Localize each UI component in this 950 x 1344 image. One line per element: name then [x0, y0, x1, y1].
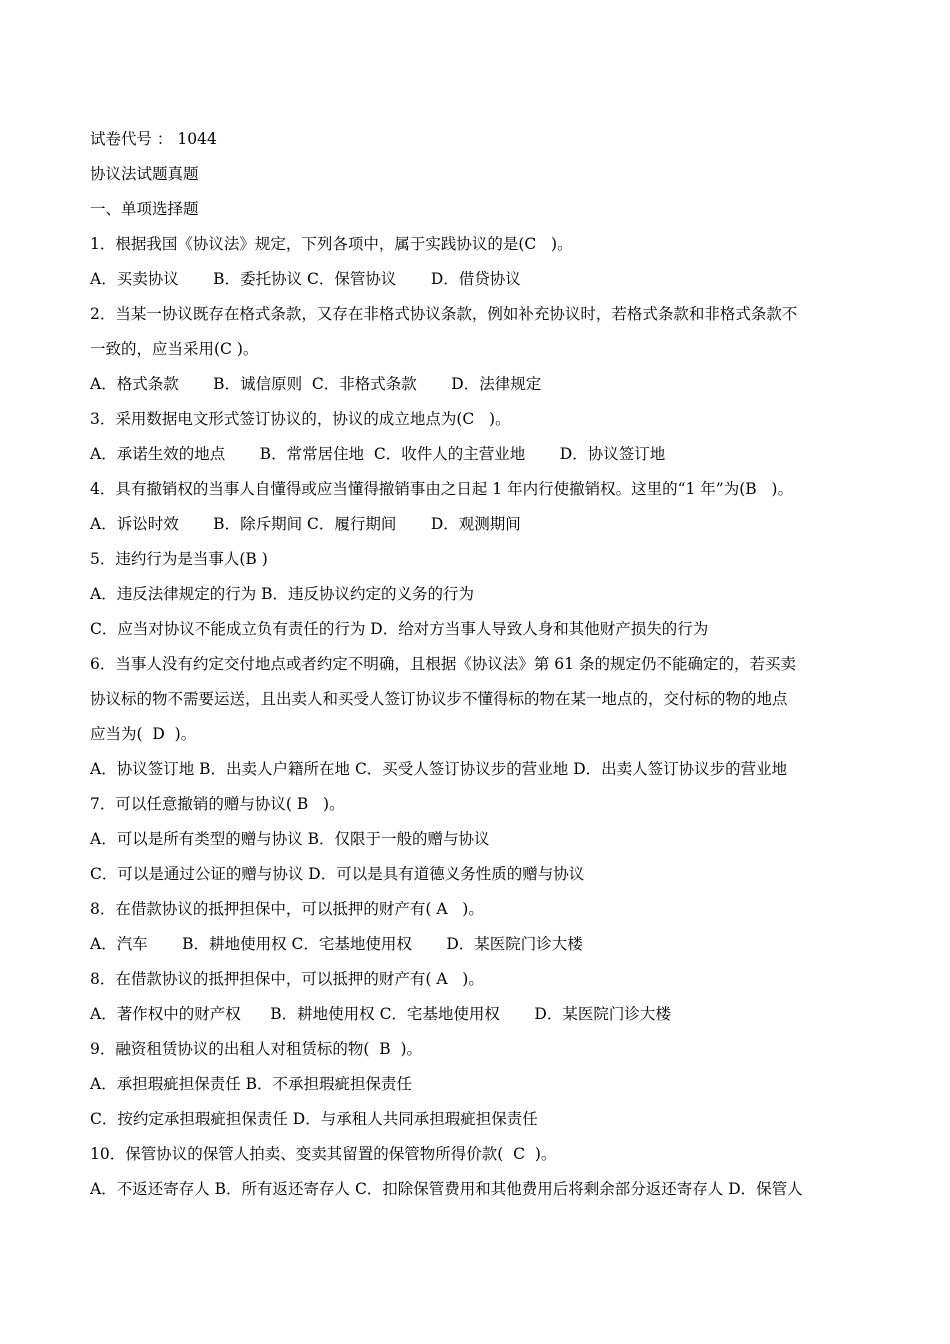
section-heading: 一、单项选择题	[90, 200, 199, 218]
question-line: 7．可以任意撤销的赠与协议( B )。	[90, 795, 345, 813]
option-line: A．汽车 B．耕地使用权 C．宅基地使用权 D．某医院门诊大楼	[90, 935, 583, 953]
question-line: 8．在借款协议的抵押担保中，可以抵押的财产有( A )。	[90, 900, 484, 918]
question-line: 2．当某一协议既存在格式条款，又存在非格式协议条款，例如补充协议时，若格式条款和非格式条款不	[90, 305, 798, 323]
option-line: C．可以是通过公证的赠与协议 D．可以是具有道德义务性质的赠与协议	[90, 865, 585, 883]
option-line: A．著作权中的财产权 B．耕地使用权 C．宅基地使用权 D．某医院门诊大楼	[90, 1005, 671, 1023]
question-line: 4．具有撤销权的当事人自懂得或应当懂得撤销事由之日起 1 年内行使撤销权。这里的“1 年”为(B )。	[90, 480, 793, 498]
option-line: C．按约定承担瑕疵担保责任 D．与承租人共同承担瑕疵担保责任	[90, 1110, 538, 1128]
question-line: 8．在借款协议的抵押担保中，可以抵押的财产有( A )。	[90, 970, 484, 988]
question-line: 9．融资租赁协议的出租人对租赁标的物( B )。	[90, 1040, 423, 1058]
document-page	[90, 122, 865, 1207]
question-line: 协议标的物不需要运送，且出卖人和买受人签订协议步不懂得标的物在某一地点的，交付标的物的地点	[90, 690, 788, 708]
question-line: 1．根据我国《协议法》规定，下列各项中，属于实践协议的是(C )。	[90, 235, 573, 253]
option-line: A．承担瑕疵担保责任 B．不承担瑕疵担保责任	[90, 1075, 413, 1093]
question-line: 10．保管协议的保管人拍卖、变卖其留置的保管物所得价款( C )。	[90, 1145, 557, 1163]
option-line: A．买卖协议 B．委托协议 C．保管协议 D．借贷协议	[90, 270, 521, 288]
question-line: 6．当事人没有约定交付地点或者约定不明确，且根据《协议法》第 61 条的规定仍不能确定的，若买卖	[90, 655, 796, 673]
option-line: A．格式条款 B．诚信原则 C．非格式条款 D．法律规定	[90, 375, 542, 393]
option-line: A．可以是所有类型的赠与协议 B．仅限于一般的赠与协议	[90, 830, 490, 848]
question-line: 一致的，应当采用(C )。	[90, 340, 259, 358]
option-line: A．违反法律规定的行为 B．违反协议约定的义务的行为	[90, 585, 475, 603]
document-title: 协议法试题真题	[90, 165, 199, 183]
question-line: 3．采用数据电文形式签订协议的，协议的成立地点为(C )。	[90, 410, 511, 428]
option-line: A．承诺生效的地点 B．常常居住地 C．收件人的主营业地 D．协议签订地	[90, 445, 666, 463]
question-line: 应当为( D )。	[90, 725, 197, 743]
option-line: C．应当对协议不能成立负有责任的行为 D．给对方当事人导致人身和其他财产损失的行为	[90, 620, 709, 638]
question-line: 5．违约行为是当事人(B )	[90, 550, 268, 568]
exam-code: 试卷代号 ： 1044	[90, 130, 217, 148]
option-line: A．协议签订地 B．出卖人户籍所在地 C．买受人签订协议步的营业地 D．出卖人签订协议步的营业地	[90, 760, 788, 778]
option-line: A．不返还寄存人 B．所有返还寄存人 C．扣除保管费用和其他费用后将剩余部分返还寄存人 D．保管人	[90, 1180, 803, 1198]
option-line: A．诉讼时效 B．除斥期间 C．履行期间 D．观测期间	[90, 515, 521, 533]
